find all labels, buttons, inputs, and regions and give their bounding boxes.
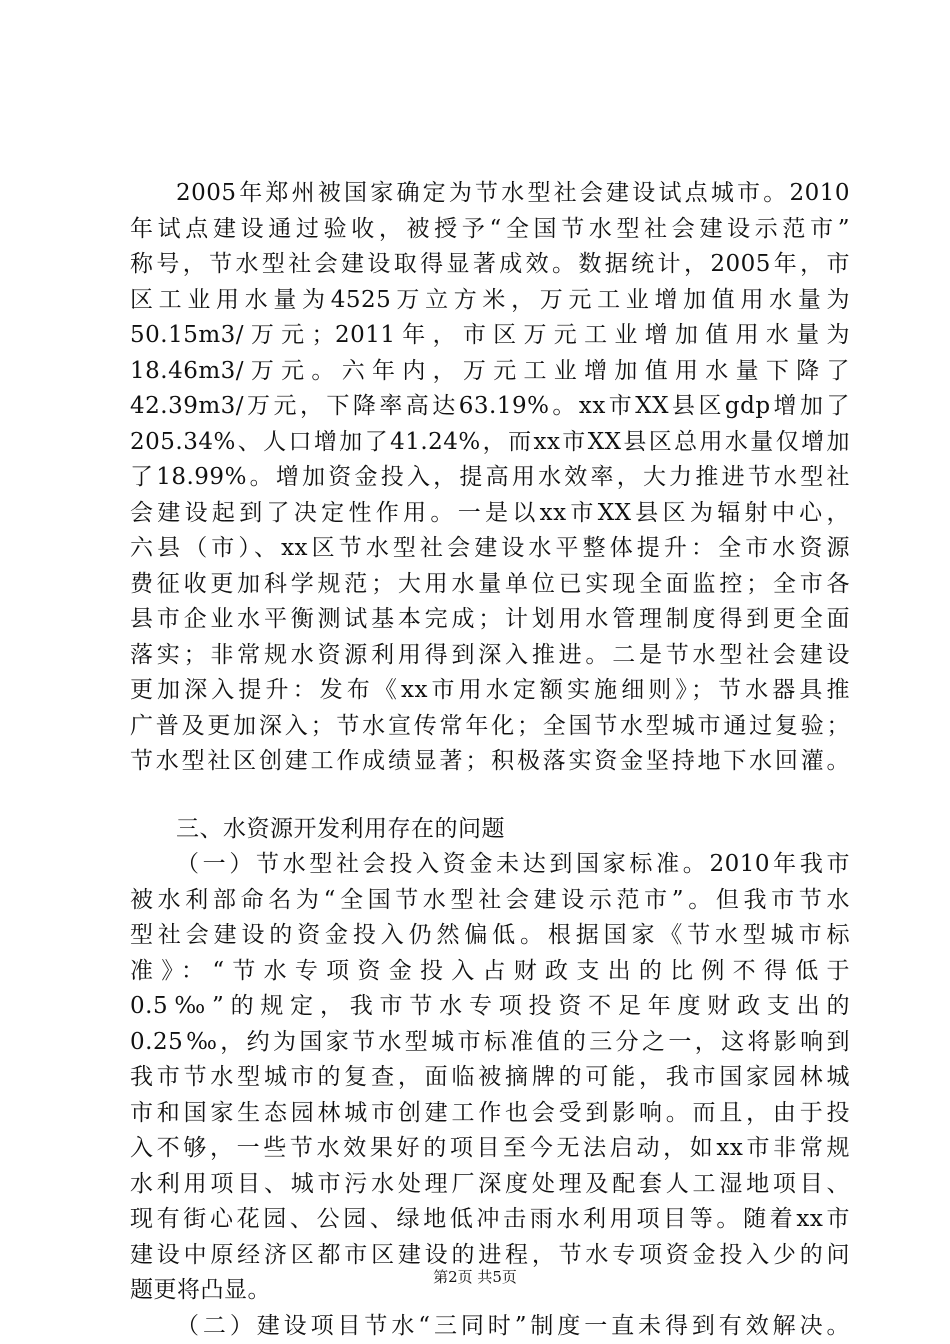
page-number-footer: 第2页 共5页 xyxy=(433,1268,517,1286)
section-heading: 三、水资源开发利用存在的问题 xyxy=(176,815,505,842)
text-line: 区工业用水量为4525万立方米，万元工业增加值用水量为 xyxy=(130,286,850,313)
text-line: 0.5‰”的规定，我市节水专项投资不足年度财政支出的 xyxy=(130,993,850,1019)
paragraph-funding-shortfall xyxy=(130,847,850,1309)
text-line: 年试点建设通过验收，被授予“全国节水型社会建设示范市” xyxy=(130,215,850,242)
text-line: 会建设起到了决定性作用。一是以xx市XX县区为辐射中心， xyxy=(130,499,850,526)
text-line: 广普及更加深入；节水宣传常年化；全国节水型城市通过复验； xyxy=(130,712,850,739)
text-line: 18.46m3/万元。六年内，万元工业增加值用水量下降了 xyxy=(130,357,850,384)
text-line: 50.15m3/万元；2011年，市区万元工业增加值用水量为 xyxy=(130,322,850,348)
text-line: 我市节水型城市的复查，面临被摘牌的可能，我市国家园林城 xyxy=(130,1064,850,1090)
text-line: 费征收更加科学规范；大用水量单位已实现全面监控；全市各 xyxy=(130,570,850,597)
text-line: 称号，节水型社会建设取得显著成效。数据统计，2005年，市 xyxy=(130,251,850,277)
paragraph-three-simultaneous xyxy=(130,1309,850,1344)
text-line: 42.39m3/万元，下降率高达63.19%。xx市XX县区gdp增加了 xyxy=(130,393,850,419)
text-line: （一）节水型社会投入资金未达到国家标准。2010年我市 xyxy=(176,851,850,877)
text-line: 被水利部命名为“全国节水型社会建设示范市”。但我市节水 xyxy=(130,886,850,913)
text-line: 了18.99%。增加资金投入，提高用水效率，大力推进节水型社 xyxy=(130,464,850,490)
paragraph-water-saving-achievements xyxy=(130,176,850,780)
text-line: 题更将凸显。 xyxy=(130,1277,271,1303)
text-line: 2005年郑州被国家确定为节水型社会建设试点城市。2010 xyxy=(176,180,850,206)
text-line: 入不够，一些节水效果好的项目至今无法启动，如xx市非常规 xyxy=(130,1135,850,1161)
text-line: 更加深入提升：发布《xx市用水定额实施细则》；节水器具推 xyxy=(130,677,850,703)
text-line: 市和国家生态园林城市创建工作也会受到影响。而且，由于投 xyxy=(130,1099,850,1126)
text-line: 准》：“节水专项资金投入占财政支出的比例不得低于 xyxy=(130,957,850,984)
paragraph-spacer xyxy=(130,780,850,812)
document-body xyxy=(130,176,850,1344)
text-line: 水利用项目、城市污水处理厂深度处理及配套人工湿地项目、 xyxy=(130,1170,850,1197)
text-line: 型社会建设的资金投入仍然偏低。根据国家《节水型城市标 xyxy=(130,922,850,948)
text-line: 现有街心花园、公园、绿地低冲击雨水利用项目等。随着xx市 xyxy=(130,1206,850,1232)
text-line: 0.25‰，约为国家节水型城市标准值的三分之一，这将影响到 xyxy=(130,1028,850,1055)
text-line: 建设中原经济区都市区建设的进程，节水专项资金投入少的问 xyxy=(130,1241,850,1268)
text-line: 节水型社区创建工作成绩显著；积极落实资金坚持地下水回灌。 xyxy=(130,748,850,774)
text-line: （二）建设项目节水“三同时”制度一直未得到有效解决。 xyxy=(176,1312,850,1339)
text-line: 县市企业水平衡测试基本完成；计划用水管理制度得到更全面 xyxy=(130,606,850,632)
text-line: 落实；非常规水资源利用得到深入推进。二是节水型社会建设 xyxy=(130,641,850,668)
text-line: 205.34%、人口增加了41.24%，而xx市XX县区总用水量仅增加 xyxy=(130,428,850,455)
text-line: 六县（市）、xx区节水型社会建设水平整体提升：全市水资源 xyxy=(130,535,850,561)
